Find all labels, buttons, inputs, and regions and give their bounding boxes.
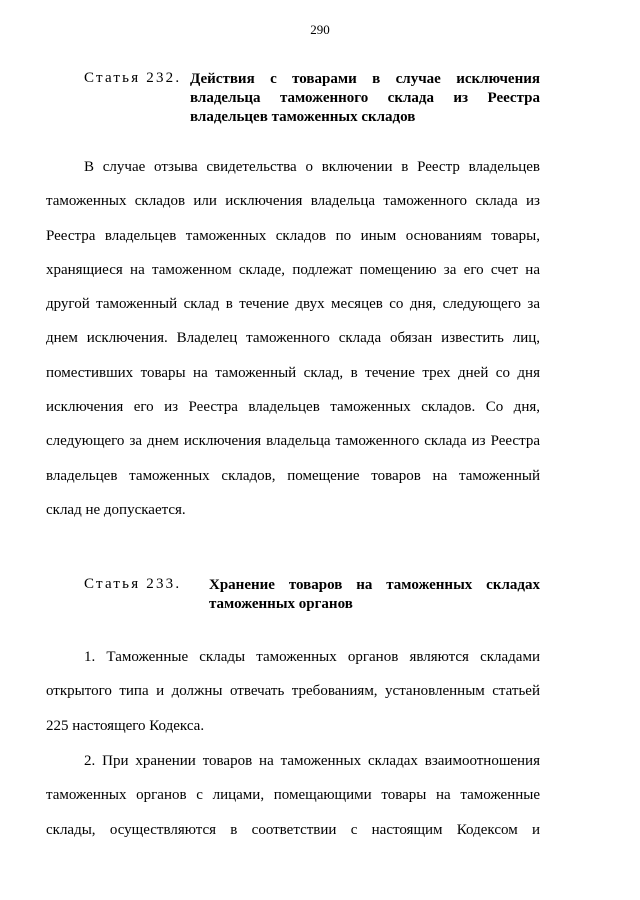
body-line: открытого типа и должны отвечать требованиям, установленным статьей — [46, 683, 540, 700]
article-233-title-line: Хранение товаров на таможенных складах — [209, 577, 540, 593]
article-233-item-2 — [46, 744, 540, 847]
body-line: следующего за днем исключения владельца таможенного склада из Реестра — [46, 433, 540, 450]
article-233-label: Статья 233. — [84, 576, 182, 592]
article-232-title-line: владельцев таможенных складов — [190, 109, 416, 125]
article-233-title-line: таможенных органов — [209, 596, 353, 612]
body-line: 225 настоящего Кодекса. — [46, 717, 205, 734]
article-232-label: Статья 232. — [84, 70, 182, 86]
article-232-title-line: Действия с товарами в случае исключения — [190, 71, 540, 87]
body-line: другой таможенный склад в течение двух месяцев со дня, следующего за — [46, 296, 540, 313]
body-line: 1. Таможенные склады таможенных органов являются складами — [84, 649, 540, 665]
body-line: исключения его из Реестра владельцев таможенных складов. Со дня, — [46, 399, 540, 416]
article-232-body — [46, 150, 540, 527]
body-line: таможенных складов или исключения владельца таможенного склада из — [46, 193, 540, 210]
page-number: 290 — [310, 22, 330, 37]
article-232-title-line: владельца таможенного склада из Реестра — [190, 90, 540, 106]
article-233-title — [209, 576, 540, 614]
body-line: таможенных органов с лицами, помещающими товары на таможенные — [46, 787, 540, 804]
body-line: хранящиеся на таможенном складе, подлежат помещению за его счет на — [46, 261, 540, 278]
body-line: В случае отзыва свидетельства о включении в Реестр владельцев — [84, 159, 540, 175]
article-232-title — [190, 70, 540, 127]
body-line: поместивших товары на таможенный склад, в течение трех дней со дня — [46, 364, 540, 381]
body-line: 2. При хранении товаров на таможенных складах взаимоотношения — [84, 753, 540, 769]
body-line: склады, осуществляются в соответствии с настоящим Кодексом и — [46, 821, 540, 838]
body-line: Реестра владельцев таможенных складов по иным основаниям товары, — [46, 227, 540, 244]
body-line: склад не допускается. — [46, 501, 186, 518]
body-line: владельцев таможенных складов, помещение товаров на таможенный — [46, 467, 540, 484]
body-line: днем исключения. Владелец таможенного склада обязан известить лиц, — [46, 330, 540, 347]
article-233-item-1 — [46, 640, 540, 743]
